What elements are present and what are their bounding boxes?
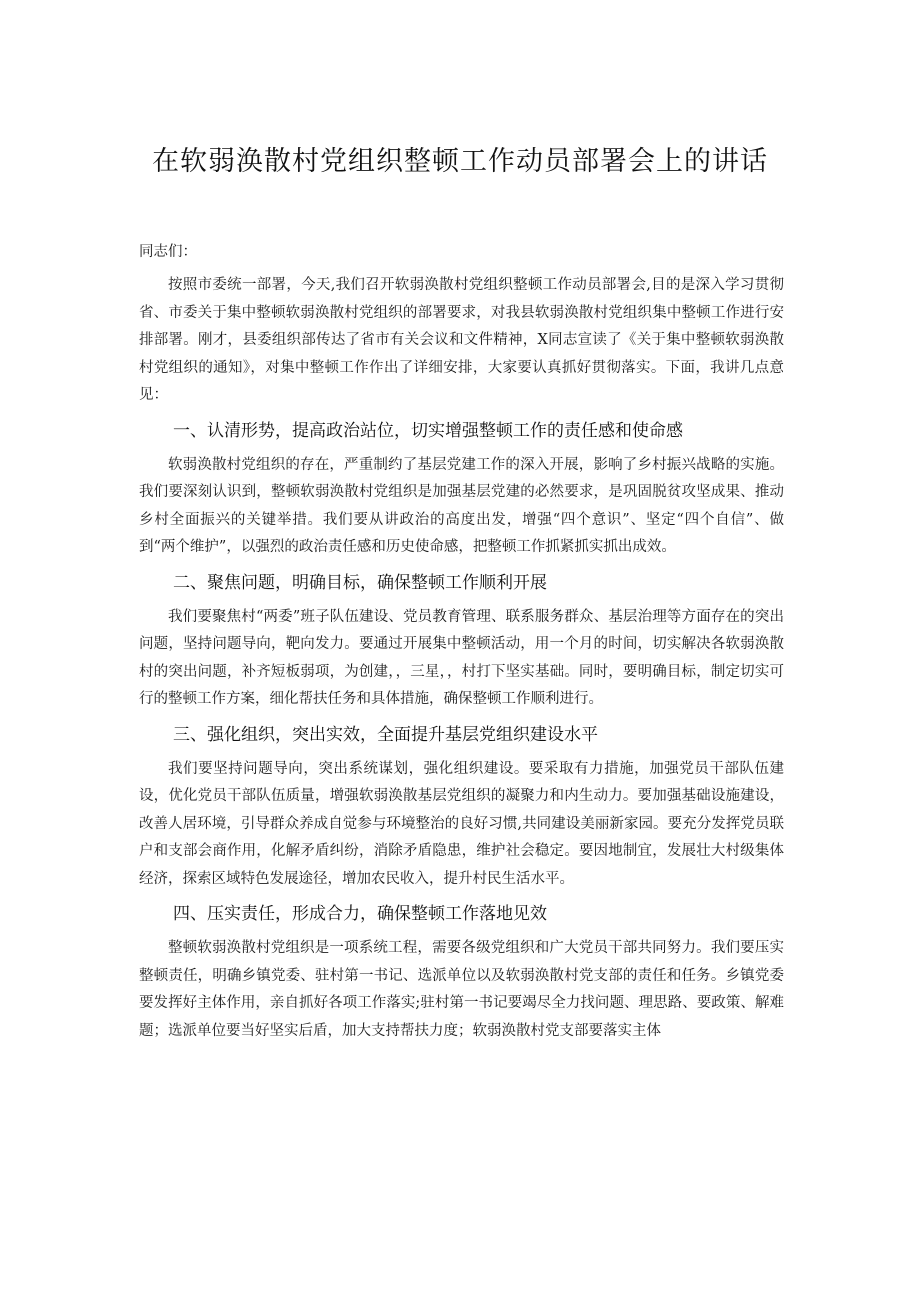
section-heading-1: 一、认清形势，提高政治站位，切实增强整顿工作的责任感和使命感 xyxy=(173,420,683,441)
section-paragraph-2: 我们要聚焦村“两委”班子队伍建设、党员教育管理、联系服务群众、基层治理等方面存在的突出问题，坚持问题导向，靶向发力。要通过开展集中整顿活动，用一个月的时间，切实解决各软弱涣散村的突出问题，补齐短板弱项，为创建，，三星，，村打下坚实基础。同时，要明确目标，制定切实可行的整顿工作方案，细化帮扶任务和具体措施，确保整顿工作顺利进行。 xyxy=(139,608,784,707)
section-heading-4: 四、压实责任，形成合力，确保整顿工作落地见效 xyxy=(173,904,547,924)
section-heading-2: 二、聚焦问题，明确目标，确保整顿工作顺利开展 xyxy=(173,572,547,593)
document-body xyxy=(139,272,784,1045)
document-title: 在软弱涣散村党组织整顿工作动员部署会上的讲话 xyxy=(152,146,768,177)
section-paragraph-4: 整顿软弱涣散村党组织是一项系统工程，需要各级党组织和广大党员干部共同努力。我们要压实整顿责任，明确乡镇党委、驻村第一书记、选派单位以及软弱涣散村党支部的责任和任务。乡镇党委要发挥好主体作用，亲自抓好各项工作落实;驻村第一书记要竭尽全力找问题、理思路、要政策、解难题；选派单位要当好坚实后盾，加大支持帮扶力度；软弱涣散村党支部要落实主体 xyxy=(139,940,784,1039)
section-paragraph-1: 软弱涣散村党组织的存在，严重制约了基层党建工作的深入开展，影响了乡村振兴战略的实施。我们要深刻认识到，整顿软弱涣散村党组织是加强基层党建的必然要求，是巩固脱贫攻坚成果、推动乡村全面振兴的关键举措。我们要从讲政治的高度出发，增强“四个意识”、坚定“四个自信”、做到“两个维护”，以强烈的政治责任感和历史使命感，把整顿工作抓紧抓实抓出成效。 xyxy=(139,456,784,555)
section-paragraph-3: 我们要坚持问题导向，突出系统谋划，强化组织建设。要采取有力措施，加强党员干部队伍建设，优化党员干部队伍质量，增强软弱涣散基层党组织的凝聚力和内生动力。要加强基础设施建设，改善人居环境，引导群众养成自觉参与环境整治的良好习惯,共同建设美丽新家园。要充分发挥党员联户和支部会商作用，化解矛盾纠纷，消除矛盾隐患，维护社会稳定。要因地制宜，发展壮大村级集体经济，探索区域特色发展途径，增加农民收入，提升村民生活水平。 xyxy=(139,760,784,887)
section-heading-3: 三、强化组织，突出实效，全面提升基层党组织建设水平 xyxy=(173,724,598,745)
intro-paragraph: 按照市委统一部署，今天,我们召开软弱涣散村党组织整顿工作动员部署会,目的是深入学习贯彻省、市委关于集中整顿软弱涣散村党组织的部署要求，对我县软弱涣散村党组织集中整顿工作进行安排部署。刚才，县委组织部传达了省市有关会议和文件精神，X同志宣读了《关于集中整顿软弱涣散村党组织的通知》，对集中整顿工作作出了详细安排，大家要认真抓好贯彻落实。下面，我讲几点意见： xyxy=(139,277,784,403)
salutation: 同志们： xyxy=(139,244,197,260)
